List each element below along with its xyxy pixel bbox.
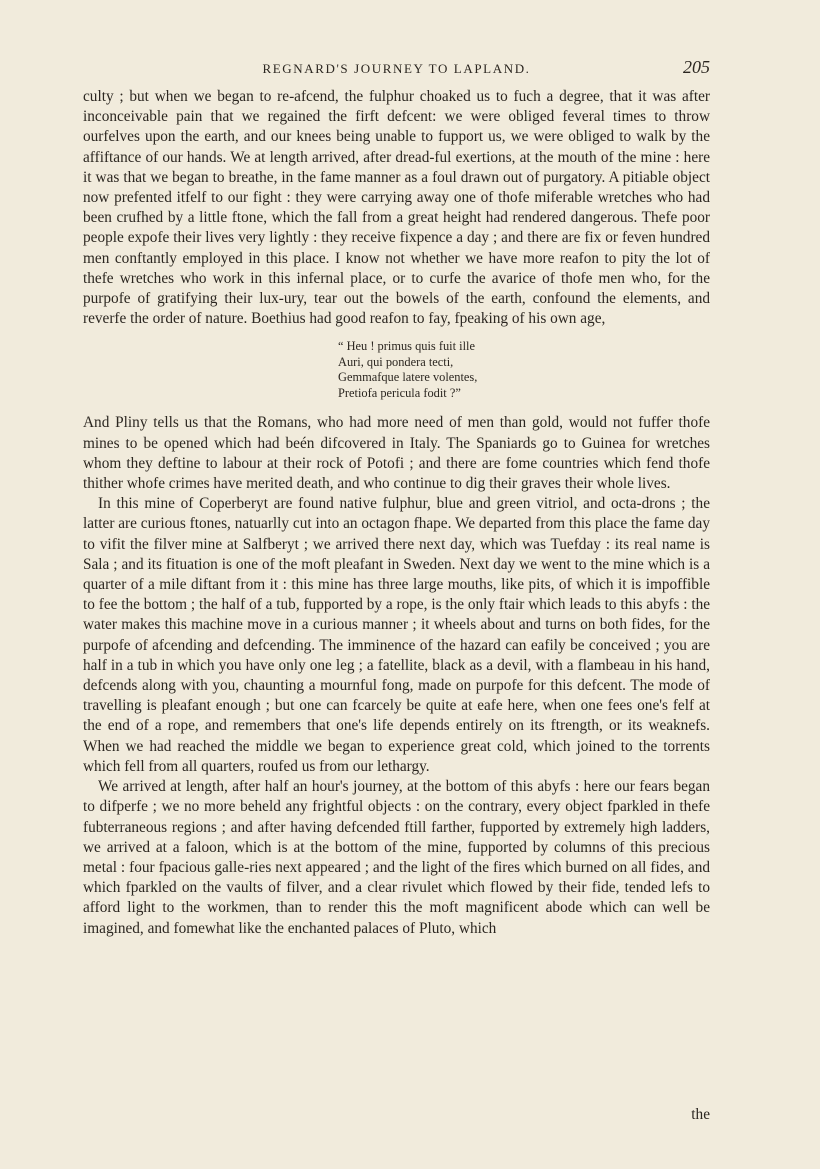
latin-verse-quotation — [338, 339, 710, 401]
paragraph: culty ; but when we began to re-afcend, the fulphur choaked us to fuch a degree, that it was after inconceivable pain that we regained the firft defcent: we were obliged feveral times to throw ourfelves upon the earth, and our knees being unable to fupport us, we were obliged to walk by the affiftance of our hands. We at length arrived, after dread-ful exertions, at the mouth of the mine : here it was that we began to breathe, in the fame manner as a foul drawn out of purgatory. A pitiable object now prefented itfelf to our fight : they were carrying away one of thofe miferable wretches who had been crufhed by a little ftone, which the fall from a great height had rendered dangerous. Thefe poor people expofe their lives very lightly : they receive fixpence a day ; and there are fix or feven hundred men conftantly employed in this place. I know not whether we have more reafon to pity the lot of thefe wretches who work in this infernal place, or to curfe the avarice of thofe men who, for the purpofe of gratifying their lux-ury, tear out the bowels of the earth, confound the elements, and reverfe the order of nature. Boethius had good reafon to fay, fpeaking of his own age, — [83, 88, 710, 328]
verse-line: Pretiofa pericula fodit ?” — [338, 385, 461, 400]
verse-line: “ Heu ! primus quis fuit ille — [338, 339, 475, 354]
page-header — [83, 57, 710, 81]
verse-line: Gemmafque latere volentes, — [338, 370, 478, 385]
paragraph: We arrived at length, after half an hour's journey, at the bottom of this abyfs : here our fears began to difperfe ; we no more beheld any frightful objects : on the contrary, every object fparkled in thefe fubterraneous regions ; and after having defcended ftill farther, fupported by extremely high ladders, we arrived at a faloon, which is at the bottom of the mine, fupported by columns of this precious metal : four fpacious galle-ries next appeared ; and the light of the fires which burned on all fides, and which fparkled on the vaults of filver, and a clear rivulet which flowed by their fide, tended lefs to afford light to the workmen, than to render this the moft magnificent abode which can well be imagined, and fomewhat like the enchanted palaces of Pluto, which — [83, 778, 710, 937]
catchword: the — [691, 1106, 710, 1123]
page-number: 205 — [683, 57, 710, 77]
paragraph: And Pliny tells us that the Romans, who had more need of men than gold, would not fuffer thofe mines to be opened which had beén difcovered in Italy. The Spaniards go to Guinea for wretches whom they deftine to labour at their rock of Potofi ; and there are fome countries which fend thofe thither whofe crimes have merited death, and who continue to dig their graves their whole lives. — [83, 414, 710, 493]
running-title: REGNARD'S JOURNEY TO LAPLAND. — [262, 61, 531, 76]
paragraph: In this mine of Coperberyt are found native fulphur, blue and green vitriol, and octa-drons ; the latter are curious ftones, natuarlly cut into an octagon fhape. We departed from this place the fame day to vifit the filver mine at Salfberyt ; we arrived there next day, which was Tuefday : its real name is Sala ; and its fituation is one of the moft pleafant in Sweden. Next day we went to the mine which is a quarter of a mile diftant from it : this mine has three large mouths, like pits, of which it is impoffible to fee the bottom ; the half of a tub, fupported by a rope, is the only ftair which leads to this abyfs : the water makes this machine move in a curious manner ; it wheels about and turns on both fides, for the purpofe of afcending and defcending. The imminence of the hazard can eafily be conceived ; you are half in a tub in which you have only one leg ; a fatellite, black as a devil, with a flambeau in his hand, defcends along with you, chaunting a mournful fong, made on purpofe for this defcent. The mode of travelling is pleafant enough ; but one can fcarcely be quite at eafe here, when one fees one's felf at the end of a rope, and remembers that one's life depends entirely on its ftrength, or its weaknefs. When we had reached the middle we began to experience great cold, which joined to the torrents which fell from all quarters, roufed us from our lethargy. — [83, 495, 711, 775]
body-text — [83, 87, 710, 939]
verse-line: Auri, qui pondera tecti, — [338, 354, 454, 369]
